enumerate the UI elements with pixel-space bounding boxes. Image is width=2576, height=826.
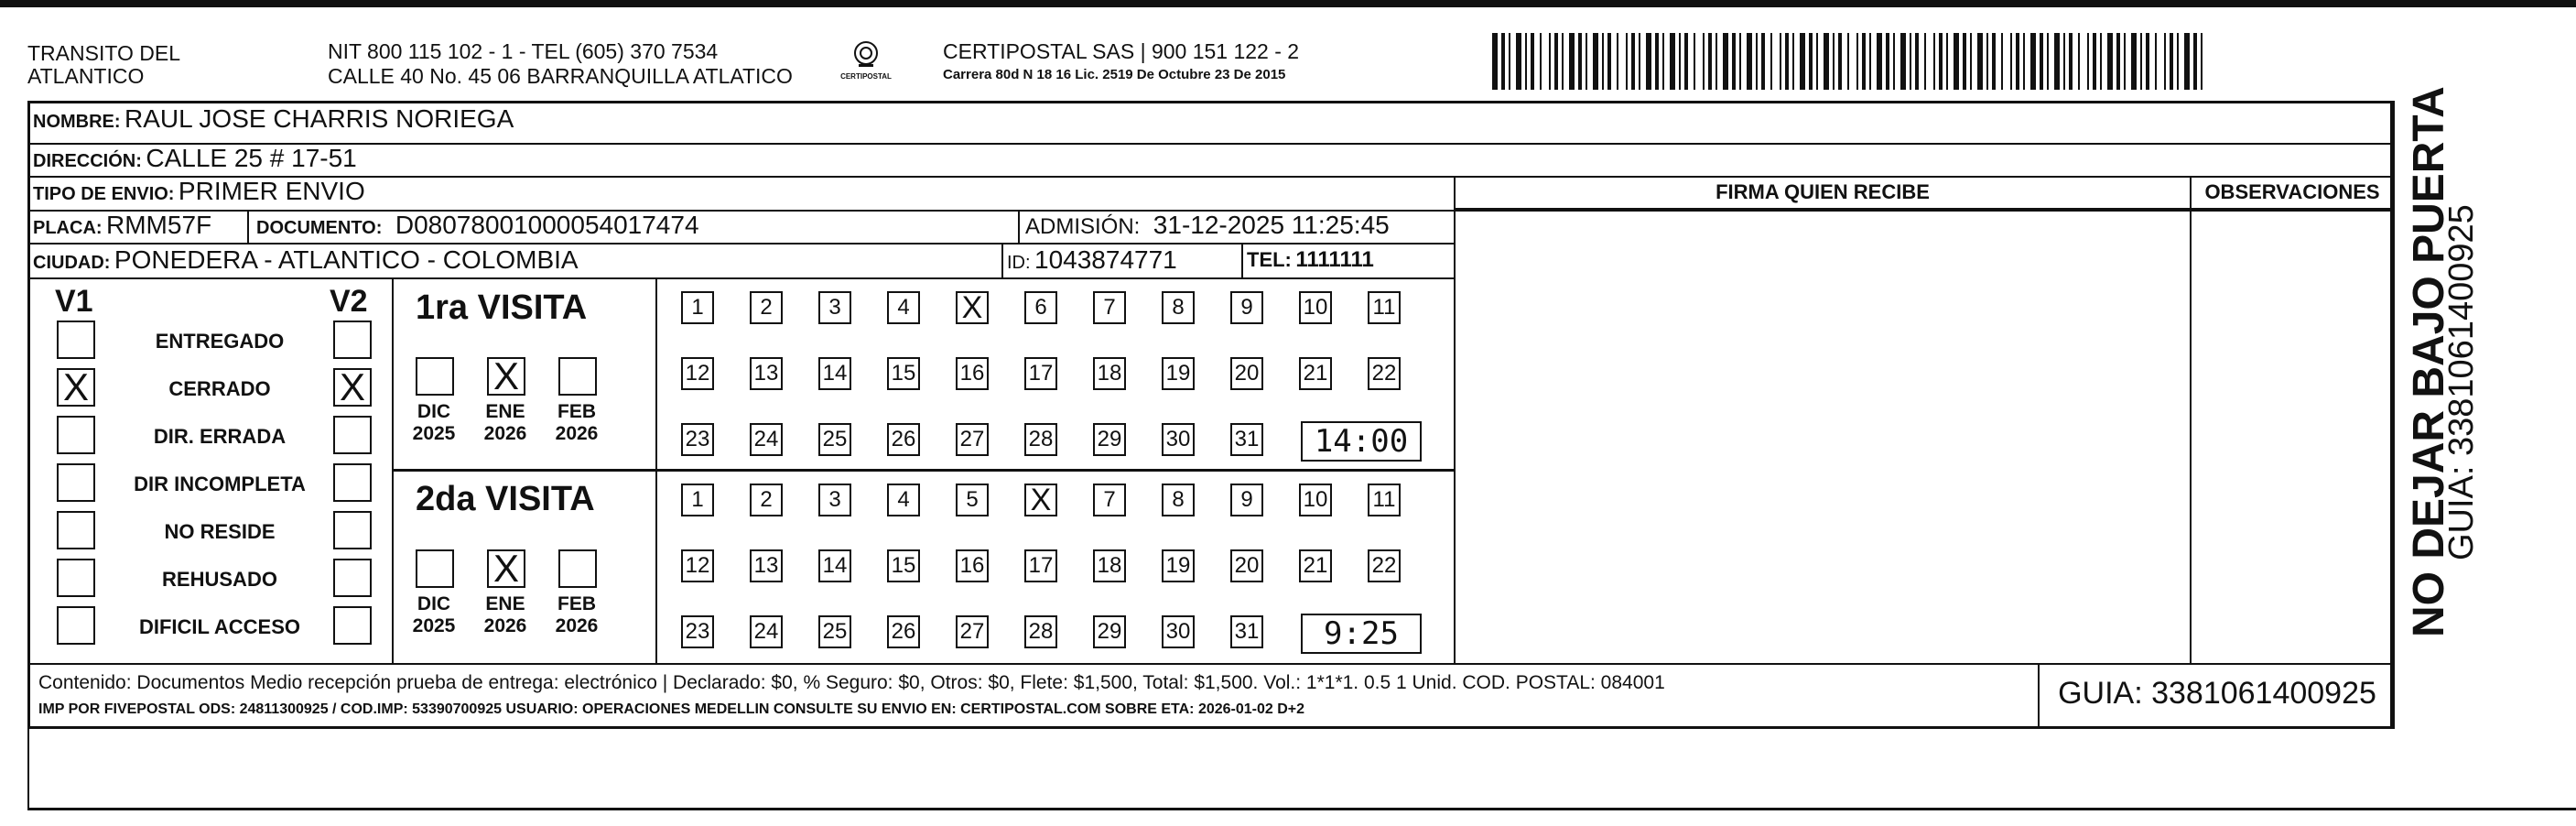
company-line: CERTIPOSTAL SAS | 900 151 122 - 2 xyxy=(943,39,1300,63)
month-label: ENE xyxy=(485,401,525,422)
license-line: Carrera 80d N 18 16 Lic. 2519 De Octubre 23 De 2015 xyxy=(943,67,1286,82)
divider xyxy=(27,143,2393,145)
day-box[interactable]: 18 xyxy=(1093,549,1126,582)
placa-row xyxy=(33,211,211,240)
day-box[interactable]: 24 xyxy=(750,615,783,648)
certipostal-logo xyxy=(829,40,903,92)
barcode-bar xyxy=(1607,33,1611,90)
barcode-bar xyxy=(1531,33,1534,90)
nombre-row xyxy=(33,104,514,134)
month-label: DIC xyxy=(417,401,451,422)
footer-line2: IMP POR FIVEPOSTAL ODS: 24811300925 / COD.IMP: 53390700925 USUARIO: OPERACIONES MEDELLIN CONSULTE SU ENVIO EN: CERTIPOSTAL.COM SOBRE ETA: 2026-01-02 D+2 xyxy=(38,701,1305,717)
ciudad-label: CIUDAD: xyxy=(33,253,111,273)
admision-value: 31-12-2025 11:25:45 xyxy=(1153,211,1390,239)
month-checkbox[interactable] xyxy=(558,357,597,396)
barcode-bar xyxy=(1602,33,1604,90)
barcode-bar xyxy=(1816,33,1818,90)
barcode-bar xyxy=(1933,33,1935,90)
barcode-bar xyxy=(1847,33,1849,90)
v1-checkbox[interactable] xyxy=(57,416,95,454)
barcode-bar xyxy=(2100,33,2102,90)
observaciones-area[interactable] xyxy=(2192,212,2393,663)
v2-checkbox[interactable] xyxy=(333,321,372,359)
barcode-bar xyxy=(2078,33,2080,90)
barcode-bar xyxy=(1970,33,1972,90)
barcode-bar xyxy=(2155,33,2157,90)
day-box[interactable]: 12 xyxy=(681,549,714,582)
barcode-bar xyxy=(1946,33,1948,90)
v1-label: V1 xyxy=(55,284,93,319)
divider xyxy=(1018,210,1020,243)
org-line2: ATLANTICO xyxy=(27,64,145,88)
barcode-bar xyxy=(1856,33,1858,90)
barcode-bar xyxy=(2201,33,2203,90)
barcode-bar xyxy=(2177,33,2179,90)
day-box[interactable]: 23 xyxy=(681,615,714,648)
tel-row xyxy=(1247,247,1374,273)
barcode-bar xyxy=(1655,33,1659,90)
barcode-bar xyxy=(1977,33,1983,90)
barcode-bar xyxy=(1501,33,1505,90)
month-label: DIC xyxy=(417,593,451,614)
firma-area[interactable] xyxy=(1456,212,2190,663)
barcode-bar xyxy=(2010,33,2012,90)
status-option-label: REHUSADO xyxy=(162,568,277,591)
tipo-envio-row xyxy=(33,177,365,206)
barcode-bar xyxy=(1631,33,1635,90)
barcode-bar xyxy=(1732,33,1736,90)
day-box[interactable]: 22 xyxy=(1368,549,1401,582)
barcode-bar xyxy=(1516,33,1521,90)
v2-checkbox[interactable] xyxy=(333,559,372,597)
day-box[interactable]: X xyxy=(956,291,989,324)
direccion-row xyxy=(33,144,357,173)
barcode-bar xyxy=(1739,33,1741,90)
barcode-bar xyxy=(1723,33,1728,90)
day-box[interactable]: 17 xyxy=(1024,357,1057,390)
barcode-bar xyxy=(1833,33,1835,90)
barcode-bar xyxy=(2047,33,2049,90)
day-box[interactable]: 29 xyxy=(1093,423,1126,456)
barcode-bar xyxy=(1569,33,1575,90)
barcode-bar xyxy=(1963,33,1966,90)
barcode-bar xyxy=(2063,33,2065,90)
barcode-bar xyxy=(1562,33,1564,90)
barcode-bar xyxy=(2054,33,2060,90)
barcode-bar xyxy=(1708,33,1712,90)
barcode-bar xyxy=(2140,33,2142,90)
day-box[interactable]: 15 xyxy=(887,357,920,390)
barcode-bar xyxy=(2093,33,2096,90)
barcode-bar xyxy=(1679,33,1681,90)
status-option-label: DIFICIL ACCESO xyxy=(138,615,300,638)
time-box[interactable]: 9:25 xyxy=(1301,614,1422,654)
year-label: 2026 xyxy=(555,615,599,636)
barcode-bar xyxy=(2193,33,2197,90)
month-checkbox[interactable] xyxy=(558,549,597,588)
v2-label: V2 xyxy=(330,284,368,319)
divider xyxy=(392,469,1454,472)
documento-row xyxy=(256,211,699,240)
barcode-bar xyxy=(1886,33,1889,90)
ciudad-value: PONEDERA - ATLANTICO - COLOMBIA xyxy=(114,245,579,274)
bottom-border xyxy=(27,808,2576,810)
day-box[interactable]: 17 xyxy=(1024,549,1057,582)
day-box[interactable]: 12 xyxy=(681,357,714,390)
day-box[interactable]: 9 xyxy=(1230,484,1263,516)
day-box[interactable]: 25 xyxy=(818,423,851,456)
left-border xyxy=(27,729,29,810)
barcode-bar xyxy=(1770,33,1772,90)
day-box[interactable]: 16 xyxy=(956,549,989,582)
barcode-bar xyxy=(2107,33,2113,90)
month-label: FEB xyxy=(557,593,596,614)
day-box[interactable]: 6 xyxy=(1024,291,1057,324)
year-label: 2026 xyxy=(483,615,527,636)
divider xyxy=(1454,208,2393,210)
barcode xyxy=(1492,33,2215,90)
barcode-bar xyxy=(1761,33,1765,90)
day-box[interactable]: 16 xyxy=(956,357,989,390)
ciudad-row xyxy=(33,245,579,275)
barcode-bar xyxy=(1703,33,1705,90)
barcode-bar xyxy=(2164,33,2166,90)
barcode-bar xyxy=(1800,33,1805,90)
day-box[interactable]: 7 xyxy=(1093,291,1126,324)
barcode-bar xyxy=(1617,33,1618,90)
time-box[interactable]: 14:00 xyxy=(1301,421,1422,462)
month-checkbox[interactable]: X xyxy=(487,357,525,396)
barcode-bar xyxy=(1747,33,1752,90)
barcode-bar xyxy=(2170,33,2173,90)
barcode-bar xyxy=(1549,33,1551,90)
day-box[interactable]: 23 xyxy=(681,423,714,456)
barcode-bar xyxy=(1900,33,1906,90)
day-box[interactable]: 24 xyxy=(750,423,783,456)
barcode-bar xyxy=(2030,33,2036,90)
placa-value: RMM57F xyxy=(106,211,212,239)
barcode-bar xyxy=(1986,33,1988,90)
documento-value: D08078001000054017474 xyxy=(395,211,699,239)
day-box[interactable]: 28 xyxy=(1024,423,1057,456)
barcode-bar xyxy=(2131,33,2137,90)
barcode-bar xyxy=(1684,33,1688,90)
month-label: ENE xyxy=(485,593,525,614)
barcode-bar xyxy=(1554,33,1558,90)
day-box[interactable]: 8 xyxy=(1162,484,1195,516)
barcode-bar xyxy=(1877,33,1882,90)
day-box[interactable]: 2 xyxy=(750,291,783,324)
year-label: 2025 xyxy=(412,423,456,444)
year-label: 2025 xyxy=(412,615,456,636)
day-box[interactable]: 5 xyxy=(956,484,989,516)
day-box[interactable]: 22 xyxy=(1368,357,1401,390)
day-box[interactable]: 11 xyxy=(1368,484,1401,516)
v1-checkbox[interactable] xyxy=(57,463,95,502)
status-option-label: DIR. ERRADA xyxy=(153,425,287,448)
day-box[interactable]: 1 xyxy=(681,484,714,516)
day-box[interactable]: 31 xyxy=(1230,423,1263,456)
day-box[interactable]: 3 xyxy=(818,484,851,516)
barcode-bar xyxy=(2040,33,2043,90)
v1-checkbox[interactable]: X xyxy=(57,368,95,407)
nit-line: NIT 800 115 102 - 1 - TEL (605) 370 7534 xyxy=(328,39,719,63)
barcode-bar xyxy=(1540,33,1542,90)
v1-checkbox[interactable] xyxy=(57,511,95,549)
day-box[interactable]: 7 xyxy=(1093,484,1126,516)
barcode-bar xyxy=(1954,33,1959,90)
admision-row xyxy=(1025,211,1390,240)
divider xyxy=(2393,101,2395,729)
day-box[interactable]: 13 xyxy=(750,549,783,582)
v1-checkbox[interactable] xyxy=(57,606,95,645)
day-box[interactable]: 27 xyxy=(956,423,989,456)
barcode-bar xyxy=(1910,33,1911,90)
barcode-bar xyxy=(2116,33,2120,90)
divider xyxy=(1001,243,1003,277)
status-option-label: ENTREGADO xyxy=(155,330,285,353)
barcode-bar xyxy=(2087,33,2089,90)
org-line1: TRANSITO DEL xyxy=(27,41,180,65)
day-box[interactable]: 14 xyxy=(818,357,851,390)
org-name xyxy=(27,42,302,88)
footer-line1: Contenido: Documentos Medio recepción prueba de entrega: electrónico | Declarado: $0, % Seguro: $0, Otros: $0, Flete: $1,500, Total: $1,500. Vol.: 1*1*1. 0.5 1 Unid. COD. POSTAL: 084001 xyxy=(38,672,1665,693)
day-box[interactable]: 20 xyxy=(1230,357,1263,390)
status-option-label: DIR INCOMPLETA xyxy=(134,473,306,495)
day-box[interactable]: 30 xyxy=(1162,423,1195,456)
year-label: 2026 xyxy=(555,423,599,444)
divider xyxy=(655,279,657,663)
day-box[interactable]: 1 xyxy=(681,291,714,324)
day-box[interactable]: 10 xyxy=(1299,291,1332,324)
status-option-label: NO RESIDE xyxy=(164,520,276,543)
barcode-bar xyxy=(1824,33,1829,90)
divider xyxy=(27,176,2393,178)
v1-checkbox[interactable] xyxy=(57,559,95,597)
day-box[interactable]: 2 xyxy=(750,484,783,516)
barcode-graphic xyxy=(1492,33,2215,90)
barcode-bar xyxy=(1593,33,1598,90)
barcode-bar xyxy=(2023,33,2025,90)
nombre-label: NOMBRE: xyxy=(33,112,121,132)
barcode-bar xyxy=(1662,33,1664,90)
day-box[interactable]: 4 xyxy=(887,484,920,516)
day-box[interactable]: 8 xyxy=(1162,291,1195,324)
month-checkbox[interactable] xyxy=(416,549,454,588)
day-box[interactable]: 4 xyxy=(887,291,920,324)
day-box[interactable]: 28 xyxy=(1024,615,1057,648)
day-box[interactable]: 31 xyxy=(1230,615,1263,648)
id-value: 1043874771 xyxy=(1034,245,1177,274)
barcode-bar xyxy=(1893,33,1895,90)
side-warning: NO DEJAR BAJO PUERTA xyxy=(2405,86,2453,637)
barcode-bar xyxy=(1492,33,1498,90)
day-box[interactable]: 30 xyxy=(1162,615,1195,648)
month-label: FEB xyxy=(557,401,596,422)
day-box[interactable]: 11 xyxy=(1368,291,1401,324)
day-box[interactable]: X xyxy=(1024,484,1057,516)
placa-label: PLACA: xyxy=(33,218,103,238)
barcode-bar xyxy=(1626,33,1628,90)
barcode-bar xyxy=(2184,33,2190,90)
footer-guia: GUIA: 3381061400925 xyxy=(2058,676,2376,711)
company-info xyxy=(943,40,1456,83)
day-box[interactable]: 21 xyxy=(1299,357,1332,390)
barcode-bar xyxy=(1785,33,1789,90)
tel-value: 1111111 xyxy=(1295,247,1374,272)
barcode-bar xyxy=(1586,33,1587,90)
barcode-bar xyxy=(1862,33,1866,90)
day-box[interactable]: 18 xyxy=(1093,357,1126,390)
v2-checkbox[interactable] xyxy=(333,511,372,549)
barcode-bar xyxy=(1992,33,1996,90)
documento-label: DOCUMENTO: xyxy=(256,218,383,238)
barcode-bar xyxy=(2069,33,2073,90)
id-label: ID: xyxy=(1007,253,1031,273)
org-contact xyxy=(328,40,840,88)
v2-checkbox[interactable] xyxy=(333,463,372,502)
barcode-bar xyxy=(1578,33,1582,90)
tipo-envio-label: TIPO DE ENVIO: xyxy=(33,184,175,204)
day-box[interactable]: 26 xyxy=(887,423,920,456)
barcode-bar xyxy=(1809,33,1813,90)
logo-icon xyxy=(848,40,884,70)
visit1-title: 1ra VISITA xyxy=(416,288,588,327)
divider xyxy=(1241,243,1243,277)
day-box[interactable]: 14 xyxy=(818,549,851,582)
firma-label: FIRMA QUIEN RECIBE xyxy=(1716,180,1930,203)
barcode-bar xyxy=(1694,33,1695,90)
top-border xyxy=(0,0,2576,7)
barcode-bar xyxy=(2016,33,2019,90)
day-box[interactable]: 27 xyxy=(956,615,989,648)
day-box[interactable]: 21 xyxy=(1299,549,1332,582)
month-checkbox[interactable]: X xyxy=(487,549,525,588)
divider xyxy=(2038,663,2040,729)
barcode-bar xyxy=(1639,33,1640,90)
observaciones-label: OBSERVACIONES xyxy=(2204,180,2380,203)
admision-label: ADMISIÓN: xyxy=(1025,214,1141,239)
day-box[interactable]: 9 xyxy=(1230,291,1263,324)
direccion-value: CALLE 25 # 17-51 xyxy=(146,144,357,172)
day-box[interactable]: 26 xyxy=(887,615,920,648)
nombre-value: RAUL JOSE CHARRIS NORIEGA xyxy=(124,104,514,133)
tipo-envio-value: PRIMER ENVIO xyxy=(178,177,365,205)
day-box[interactable]: 13 xyxy=(750,357,783,390)
barcode-bar xyxy=(1756,33,1758,90)
v1-checkbox[interactable] xyxy=(57,321,95,359)
visit2-title: 2da VISITA xyxy=(416,480,595,518)
barcode-bar xyxy=(2001,33,2003,90)
barcode-bar xyxy=(1780,33,1781,90)
barcode-bar xyxy=(2124,33,2126,90)
barcode-bar xyxy=(1792,33,1794,90)
day-box[interactable]: 15 xyxy=(887,549,920,582)
barcode-bar xyxy=(1716,33,1717,90)
year-label: 2026 xyxy=(483,423,527,444)
id-row xyxy=(1007,245,1177,275)
barcode-bar xyxy=(2146,33,2149,90)
barcode-bar xyxy=(1939,33,1943,90)
barcode-bar xyxy=(1509,33,1510,90)
day-box[interactable]: 10 xyxy=(1299,484,1332,516)
day-box[interactable]: 19 xyxy=(1162,549,1195,582)
month-checkbox[interactable] xyxy=(416,357,454,396)
side-guia: GUIA: 3381061400925 xyxy=(2442,204,2481,560)
barcode-bar xyxy=(1838,33,1842,90)
day-box[interactable]: 29 xyxy=(1093,615,1126,648)
barcode-bar xyxy=(1915,33,1919,90)
day-box[interactable]: 19 xyxy=(1162,357,1195,390)
barcode-bar xyxy=(1525,33,1527,90)
v2-checkbox[interactable]: X xyxy=(333,368,372,407)
barcode-bar xyxy=(1924,33,1926,90)
day-box[interactable]: 25 xyxy=(818,615,851,648)
day-box[interactable]: 20 xyxy=(1230,549,1263,582)
v2-checkbox[interactable] xyxy=(333,606,372,645)
tel-label: TEL: xyxy=(1247,248,1292,271)
address-line: CALLE 40 No. 45 06 BARRANQUILLA ATLATICO xyxy=(328,64,793,88)
barcode-bar xyxy=(1646,33,1651,90)
day-box[interactable]: 3 xyxy=(818,291,851,324)
v2-checkbox[interactable] xyxy=(333,416,372,454)
divider xyxy=(247,210,249,243)
logo-text: CERTIPOSTAL xyxy=(840,72,892,81)
barcode-bar xyxy=(1670,33,1675,90)
barcode-bar xyxy=(1869,33,1871,90)
status-option-label: CERRADO xyxy=(168,377,271,400)
direccion-label: DIRECCIÓN: xyxy=(33,151,142,171)
